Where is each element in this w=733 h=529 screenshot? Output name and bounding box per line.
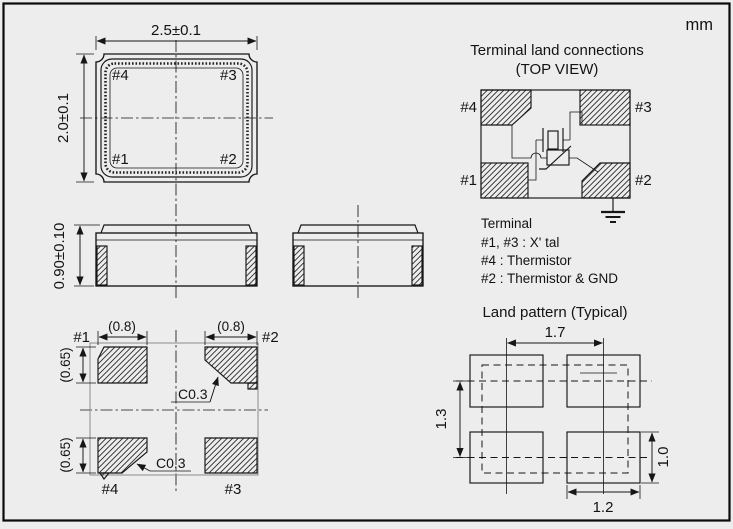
base-outline xyxy=(96,233,257,286)
land-pad-4 xyxy=(481,90,531,125)
land-pad-label-1: #1 xyxy=(460,172,477,189)
legend-line-xtal: #1, #3 : X' tal xyxy=(481,235,560,250)
pad-column-centerlines xyxy=(507,338,604,494)
pad-row-centerlines xyxy=(456,381,652,458)
bottom-pad-2-tab xyxy=(248,383,257,389)
terminal-left xyxy=(294,246,304,285)
side-view-front xyxy=(51,223,257,290)
wire-crystal-to-pad1 xyxy=(528,140,536,180)
lid-profile xyxy=(101,225,252,233)
legend-line-thermistor-gnd: #2 : Thermistor & GND xyxy=(481,271,619,286)
bottom-pad-1 xyxy=(98,347,147,383)
terminal-right xyxy=(246,246,256,285)
terminal-left xyxy=(97,246,107,285)
legend-line-thermistor: #4 : Thermistor xyxy=(481,253,572,268)
bottom-pad-4-tab xyxy=(100,473,109,479)
crystal-symbol xyxy=(536,128,570,152)
ground-icon xyxy=(601,198,625,222)
wire-pad4-to-thermistor xyxy=(512,125,547,158)
land-pad-label-4: #4 xyxy=(460,99,477,116)
land-pattern xyxy=(433,304,672,516)
bottom-pad-2 xyxy=(205,347,257,383)
top-pad-label-bl: #1 xyxy=(112,151,129,168)
dim-pad-height: 1.0 xyxy=(655,446,672,468)
side-view-side xyxy=(293,205,423,298)
bottom-pad-label-bl: #4 xyxy=(101,481,119,498)
chamfer-callout-bottom: C0.3 xyxy=(156,455,186,471)
legend-heading: Terminal xyxy=(481,216,533,231)
land-connections-subtitle: (TOP VIEW) xyxy=(515,61,599,78)
units-label: mm xyxy=(685,16,713,34)
dim-pitch-x: 1.7 xyxy=(544,324,566,341)
dim-body-thickness: 0.90±0.10 xyxy=(51,222,68,290)
land-pad-2 xyxy=(582,163,630,198)
bottom-pad-3 xyxy=(205,438,257,473)
top-view xyxy=(55,22,273,298)
top-pad-label-br: #2 xyxy=(220,151,237,168)
chamfer-callout-top: C0.3 xyxy=(178,386,208,402)
bottom-pad-label-tl: #1 xyxy=(73,329,90,346)
dim-pad-height-bottom: (0.65) xyxy=(58,437,73,473)
dim-pad-width-left: (0.8) xyxy=(108,319,136,334)
terminal-legend xyxy=(481,216,618,286)
dim-body-height: 2.0±0.1 xyxy=(55,93,72,143)
land-pad-label-3: #3 xyxy=(635,99,652,116)
thermistor-symbol xyxy=(539,146,571,169)
land-pad-3 xyxy=(580,90,630,125)
top-pad-label-tr: #3 xyxy=(220,67,237,84)
land-pad-1 xyxy=(481,163,528,198)
dim-pitch-y: 1.3 xyxy=(433,408,450,430)
terminal-land-connections xyxy=(460,42,651,222)
land-connections-title: Terminal land connections xyxy=(470,42,644,59)
dim-body-width: 2.5±0.1 xyxy=(151,22,201,39)
dim-pad-height-top: (0.65) xyxy=(58,347,73,383)
dim-pad-width: 1.2 xyxy=(592,499,614,516)
terminal-right xyxy=(412,246,422,285)
land-pattern-title: Land pattern (Typical) xyxy=(482,304,628,321)
bottom-pad-4 xyxy=(98,438,147,473)
top-pad-label-tl: #4 xyxy=(112,67,129,84)
bottom-pad-label-br: #3 xyxy=(224,481,242,498)
land-pad-label-2: #2 xyxy=(635,172,652,189)
dim-pad-width-right: (0.8) xyxy=(217,319,245,334)
bottom-pad-label-tr: #2 xyxy=(262,329,279,346)
bottom-view xyxy=(58,319,279,498)
